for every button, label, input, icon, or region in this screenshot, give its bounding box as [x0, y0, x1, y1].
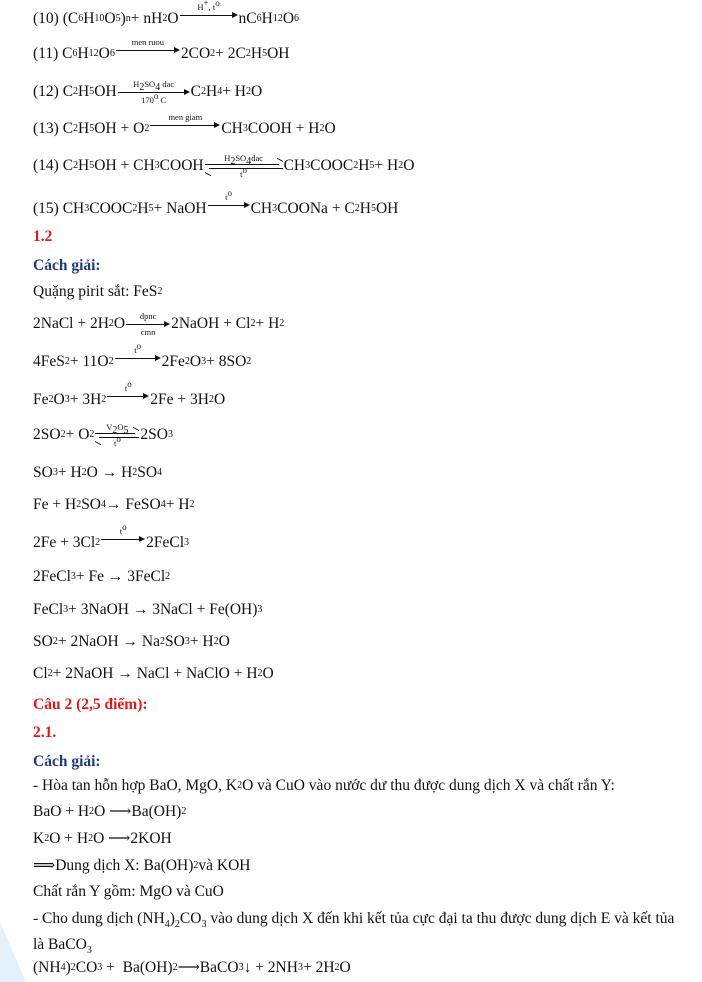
cach-giai-label: Cách giải:	[33, 257, 101, 274]
equation-final: (NH 4 ) 2 CO 3 + Ba(OH) 2 ⟶BaCO 3 ↓ + 2NH 3 + 2H 2 O	[33, 959, 351, 976]
section-heading-2-1: 2.1.	[33, 724, 57, 741]
reaction-10: (10) (C 6 H 10 O 5 ) n + nH 2 O H+, $t^o$ nC 6 H 12 O 6	[33, 0, 300, 27]
equation-cl2-naoh: Cl 2 + 2NaOH → NaCl + NaClO + H 2 O	[33, 665, 274, 682]
equation-so2-oxidation: 2SO 2 + O 2 $V_2O_5$ $t^o$ 2SO 3	[33, 422, 173, 448]
solution-x-line: ⟹Dung dịch X: Ba(OH) 2 và KOH	[33, 857, 251, 874]
equation-bao-water: BaO + H 2 O ⟶Ba(OH) 2	[33, 803, 187, 820]
equation-so2-naoh: SO 2 + 2NaOH → Na 2 SO 3 + H 2 O	[33, 633, 230, 650]
reaction-12: (12) C 2 H 5 OH $H_2SO_4$ dac 170$^o$ C C 2 H 4 + H 2 O	[33, 79, 263, 105]
equation-fecl3-naoh: FeCl 3 + 3NaOH → 3NaCl + Fe(OH) 3	[33, 601, 263, 618]
paragraph-dissolve: - Hòa tan hỗn hợp BaO, MgO, K 2 O và CuO vào nước dư thu được dung dịch X và chất rắn Y:	[33, 777, 615, 794]
equation-pyrite-roasting: 4FeS 2 + 11O 2 $t^o$ 2Fe 2 O 3 + 8SO 2	[33, 341, 252, 370]
reaction-11: (11) C 6 H 12 O 6 men ruou 2CO 2 + 2C 2 H 5 OH	[33, 37, 290, 62]
equation-k2o-water: K 2 O + H 2 O ⟶2KOH	[33, 830, 172, 847]
reaction-15: (15) CH 3 COOC 2 H 5 + NaOH $t^o$ CH 3 COONa + C 2 H 5 OH	[33, 188, 399, 217]
reaction-14: (14) C 2 H 5 OH + CH 3 COOH $H_2SO_4dac$ $t^o$ CH 3 COOC 2 H 5 + H 2 O	[33, 153, 415, 179]
equation-fecl3-fe: 2FeCl 3 + Fe → 3FeCl 2	[33, 568, 171, 585]
equation-iron-oxide-reduction: Fe 2 O 3 + 3H 2 $t^o$ 2Fe + 3H 2 O	[33, 379, 226, 408]
solid-y-line: Chất rắn Y gồm: MgO và CuO	[33, 883, 224, 900]
section-heading-1-2: 1.2	[33, 228, 53, 245]
equation-electrolysis: 2NaCl + 2H 2 O dpnc cmn 2NaOH + Cl 2 + H 2	[33, 311, 285, 337]
equation-sulfuric-acid: SO 3 + H 2 O → H 2 SO 4	[33, 464, 163, 481]
equation-iron-sulfuric: Fe + H 2 SO 4 → FeSO 4 + H 2	[33, 496, 195, 513]
reaction-13: (13) C 2 H 5 OH + O 2 men giam CH 3 COOH + H 2 O	[33, 112, 336, 137]
cach-giai-label-2: Cách giải:	[33, 753, 101, 770]
question-2-heading: Câu 2 (2,5 điểm):	[33, 696, 148, 713]
quang-pirit-line: Quặng pirit sắt: FeS 2	[33, 283, 163, 300]
equation-iron-chlorine: 2Fe + 3Cl 2 $t^o$ 2FeCl 3	[33, 522, 190, 551]
paragraph-ammonium-carbonate: - Cho dung dịch $(NH_4)_2CO_3$ vào dung dịch X đến khi kết tủa cực đại ta thu được dung dịch E và kết tủa là BaCO$_3$	[33, 910, 675, 957]
page-corner-decoration	[0, 922, 26, 982]
